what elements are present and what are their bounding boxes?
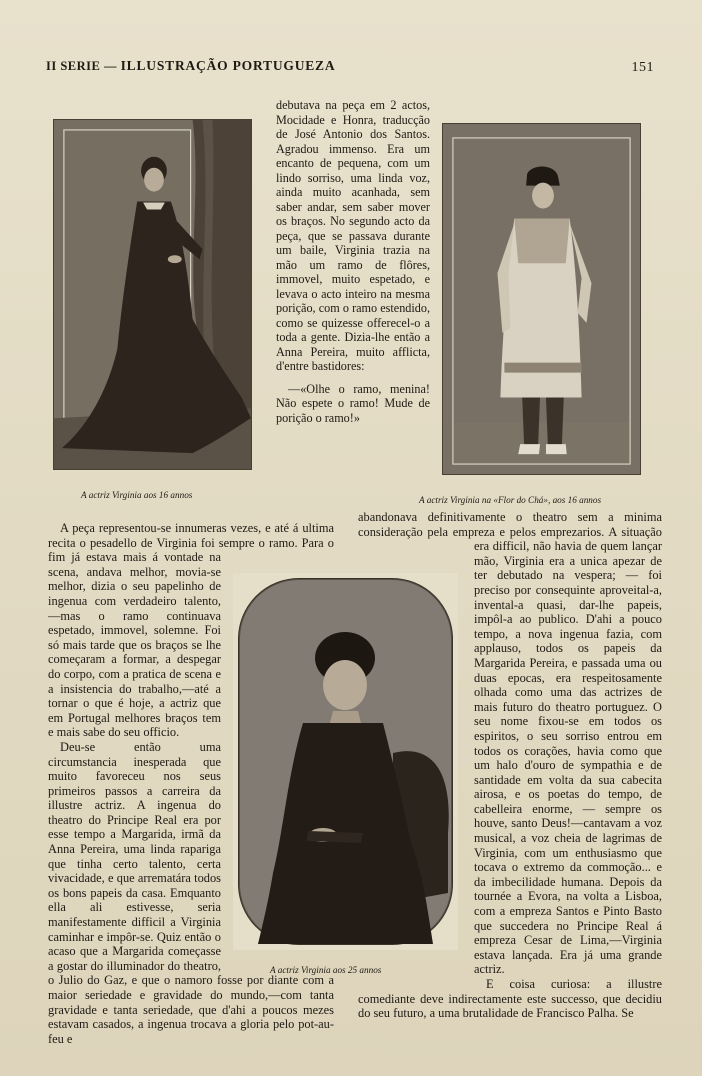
column-top-middle (276, 98, 430, 425)
column-left (48, 521, 334, 1046)
photo-virginia-flor-do-cha (442, 123, 641, 475)
paragraph: Deu-se então uma circumstancia inesperada que muito favoreceu nos seus primeiros passos a carreira da illustre actriz. A ingenua do theatro do Principe Real era por esse tempo a Margarida, irmã da Anna Pereira, uma linda rapariga que tinha certo talento, certa vivacidade, e que arrematára todos os bons papeis da casa. Emquanto ella ali estivesse, seria manifestamente difficil a Virginia caminhar e impôr-se. Quiz então o acaso que a Margarida começasse a gostar do illuminador do theatro, o Julio do Gaz, e que o namoro fosse por diante com a maior seriedade e gravidade do mundo,—com tanta gravidade e tanta seriedade, que d'ahi a poucos mezes estavam casados, a ingenua trocava a gloria pelo pot-au-feu e (48, 739, 334, 1046)
paragraph: debutava na peça em 2 actos, Mocidade e Honra, traducção de José Antonio dos Santos. Agradou immenso. Era um encanto de pequena, com um lindo sorriso, uma linda voz, ainda muito acanhada, sem saber andar, sem saber mover os braços. No segundo acto da peça, que se passava durante um baile, Virginia trazia na mão um ramo de flôres, immovel, muito espetado, e levava o acto inteiro na mesma porição, com o ramo estendido, como se quizesse offerecel-o a toda a gente. Dizia-lhe então a Anna Pereira, muito afflicta, d'entre bastidores: (276, 98, 430, 373)
column-right (358, 510, 662, 1021)
photo-wrap-spacer (221, 521, 334, 969)
caption-photo-1: A actriz Virginia aos 16 annos (81, 490, 193, 500)
paragraph: abandonava definitivamente o theatro sem a minima consideração pela empreza e pelos emprezarios. A situação era difficil, não havia de quem lançar mão, Virginia era a unica apezar de ter debutado na vespera; — foi preciso por consequinte aproveital-a, invental-a quasi, dar-lhe papeis, impôl-a ao publico. D'ahi a pouco tempo, a nova ingenua fazia, com applauso, todos os papeis da Margarida Pereira, e passada uma ou duas epocas, era respeitosamente olhada como uma das actrizes de mais futuro do theatro portuguez. O seu nome fixou-se em todos os espiritos, o seu sorriso entrou em todos os corações, havia como que um halo d'ouro de sympathia e de santidade em volta da sua cabecita airosa, e os poetas do tempo, de cabelleira enorme, — sempre os houve, santo Deus!—cantavam a voz musical, a voz cheia de lagrimas de Virginia, com um enthusiasmo que tocava o extremo da commoção... e da imbecilidade humana. Depois da tournée a Evora, na volta a Lisboa, com a empreza Santos e Pinto Basto que succedera no Principe Real á empreza Cesar de Lima,—Virginia estava lançada. Era já uma grande actriz. (358, 510, 662, 977)
paragraph: A peça representou-se innumeras vezes, e até á ultima recita o pesadello de Virginia foi sempre o ramo. Para o fim já estava mais á vontade na scena, andava melhor, movia-se melhor, dizia o seu papelinho de ingenua com verdadeiro talento, —mas o ramo continuava espetado, immovel, solemne. Foi só mais tarde que os braços se lhe começaram a formar, a despegar do corpo, com a pratica de scena e a insistencia do trabalho,—até a tornar o que é hoje, a actriz que em Portugal melhores braços tem e mais sabe do seu officio. (48, 521, 334, 740)
publication-title: ILLUSTRAÇÃO PORTUGUEZA (120, 58, 336, 73)
photo-virginia-16-years (53, 119, 252, 470)
caption-photo-3: A actriz Virginia aos 25 annos (270, 965, 382, 975)
caption-photo-2: A actriz Virginia na «Flor do Chá», aos 16 annos (419, 495, 602, 505)
running-header (46, 58, 335, 74)
photo-wrap-spacer (358, 510, 474, 985)
series-label: II SERIE (46, 59, 101, 73)
paragraph: —«Olhe o ramo, menina! Não espete o ramo! Mude de porição o ramo!» (276, 381, 430, 425)
paragraph: E coisa curiosa: a illustre comediante deve indirectamente este successo, que decidiu do seu futuro, a uma brutalidade de Francisco Palha. Se (358, 977, 662, 1021)
header-dash: — (104, 59, 117, 73)
page-number: 151 (631, 60, 654, 75)
